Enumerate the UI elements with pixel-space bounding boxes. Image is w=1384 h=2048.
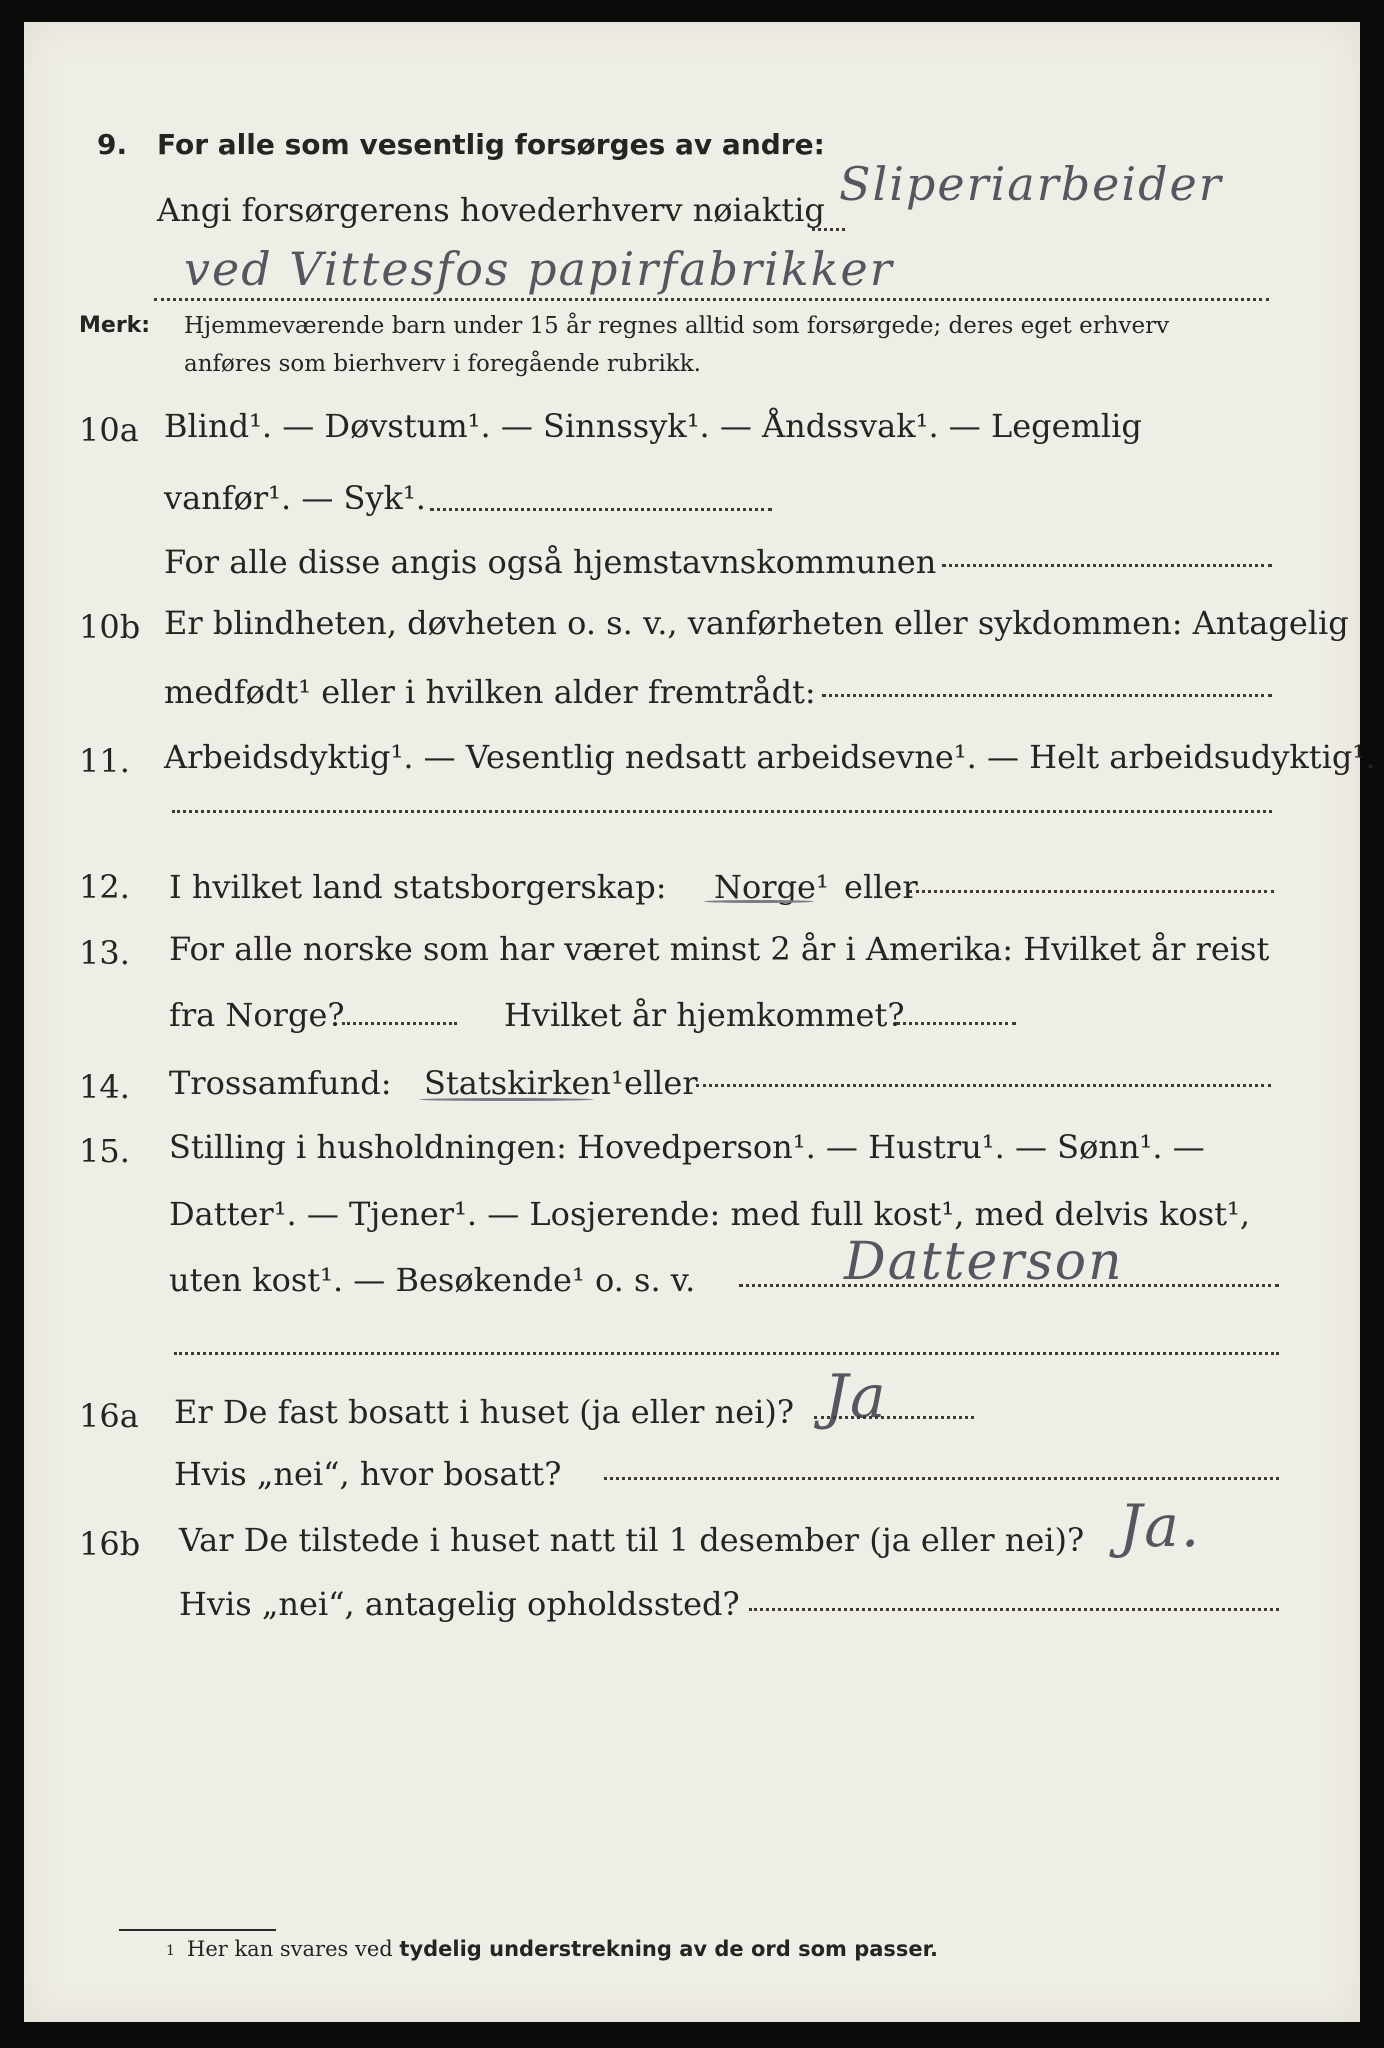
q15-answer[interactable]: Datterson — [844, 1232, 1124, 1292]
q10a-line2: vanfør¹. — Syk¹. — [164, 479, 426, 517]
q14-number: 14. — [79, 1068, 130, 1106]
q9-number: 9. — [97, 128, 128, 161]
footnote-text-plain: Her kan svares ved — [187, 1937, 393, 1961]
q16a-bosatt-answer-line — [604, 1477, 1279, 1480]
q10b-answer-line — [822, 694, 1272, 697]
q15-line1: Stilling i husholdningen: Hovedperson¹. — Hustru¹. — Sønn¹. — — [169, 1128, 1205, 1166]
q10a-syk-answer-line — [430, 508, 772, 511]
q13-number: 13. — [79, 934, 130, 972]
q10a-kommune-answer-line — [942, 564, 1272, 567]
q16b-line1: Var De tilstede i huset natt til 1 desember (ja eller nei)? — [179, 1521, 1085, 1559]
footnote-text — [187, 1935, 938, 1963]
q12-option-norge[interactable]: Norge¹ — [714, 868, 829, 906]
q13-line1: For alle norske som har været minst 2 år i Amerika: Hvilket år reist — [169, 930, 1270, 968]
census-form-page — [24, 22, 1376, 2022]
q16b-number: 16b — [79, 1525, 141, 1563]
q15-answer-line — [739, 1284, 1279, 1287]
q16a-answer[interactable]: Ja — [824, 1362, 888, 1432]
q13-line2b: Hvilket år hjemkommet? — [504, 996, 905, 1034]
q10a-line1: Blind¹. — Døvstum¹. — Sinnssyk¹. — Åndssvak¹. — Legemlig — [164, 407, 1142, 445]
q14-statskirken-underline — [419, 1098, 594, 1101]
q11-line1: Arbeidsdyktig¹. — Vesentlig nedsatt arbeidsevne¹. — Helt arbeidsudyktig¹. — [164, 738, 1376, 776]
q10b-number: 10b — [79, 608, 141, 646]
q10a-line3: For alle disse angis også hjemstavnskommunen — [164, 543, 937, 581]
q16b-line2: Hvis „nei“, antagelig opholdssted? — [179, 1585, 740, 1623]
q15-answer-line-2 — [174, 1352, 1279, 1355]
footnote-mark: 1 — [166, 1943, 175, 1959]
q13-reist-answer-line — [342, 1022, 457, 1025]
q11-number: 11. — [79, 742, 130, 780]
q9-heading: For alle som vesentlig forsørges av andre: — [157, 128, 825, 161]
q13-line2a: fra Norge? — [169, 996, 345, 1034]
merk-line2: anføres som bierhverv i foregående rubrikk. — [184, 351, 701, 377]
q14-prefix: Trossamfund: — [169, 1064, 392, 1102]
q10b-line2: medfødt¹ eller i hvilken alder fremtrådt: — [164, 673, 816, 711]
footnote-rule — [119, 1929, 276, 1931]
footnote-text-emphasis: tydelig understrekning av de ord som passer. — [399, 1937, 939, 1961]
q15-line3: uten kost¹. — Besøkende¹ o. s. v. — [169, 1261, 696, 1299]
q12-number: 12. — [79, 868, 130, 906]
q16a-line2: Hvis „nei“, hvor bosatt? — [174, 1455, 562, 1493]
q16a-answer-line — [814, 1416, 974, 1419]
q12-prefix: I hvilket land statsborgerskap: — [169, 868, 667, 906]
q16b-answer[interactable]: Ja. — [1119, 1492, 1202, 1560]
q9-answer-line2[interactable]: ved Vittesfos papirfabrikker — [184, 242, 894, 296]
q9-answer-line — [812, 228, 845, 231]
q10a-number: 10a — [79, 411, 139, 449]
q12-suffix: eller — [844, 868, 918, 906]
q9-answer-line-2 — [154, 298, 1269, 301]
q11-answer-line — [172, 810, 1272, 813]
q15-line2: Datter¹. — Tjener¹. — Losjerende: med full kost¹, med delvis kost¹, — [169, 1195, 1251, 1233]
q15-number: 15. — [79, 1132, 130, 1170]
q14-answer-line — [696, 1084, 1271, 1087]
q16b-opholdssted-answer-line — [749, 1608, 1279, 1611]
q12-norge-underline — [704, 900, 814, 903]
q13-hjemkommet-answer-line — [896, 1022, 1016, 1025]
q14-option-statskirken[interactable]: Statskirken¹ — [424, 1064, 624, 1102]
q16a-number: 16a — [79, 1397, 139, 1435]
q10b-line1: Er blindheten, døvheten o. s. v., vanførheten eller sykdommen: Antagelig — [164, 604, 1349, 642]
q12-answer-line — [909, 890, 1274, 893]
q9-prompt: Angi forsørgerens hovederhverv nøiaktig — [157, 191, 825, 229]
q9-answer-line1[interactable]: Sliperiarbeider — [839, 157, 1223, 211]
q14-suffix: eller — [624, 1064, 698, 1102]
merk-label: Merk: — [79, 313, 151, 338]
merk-line1: Hjemmeværende barn under 15 år regnes alltid som forsørgede; deres eget erhverv — [184, 313, 1170, 339]
q16a-line1: Er De fast bosatt i huset (ja eller nei)? — [174, 1393, 795, 1431]
